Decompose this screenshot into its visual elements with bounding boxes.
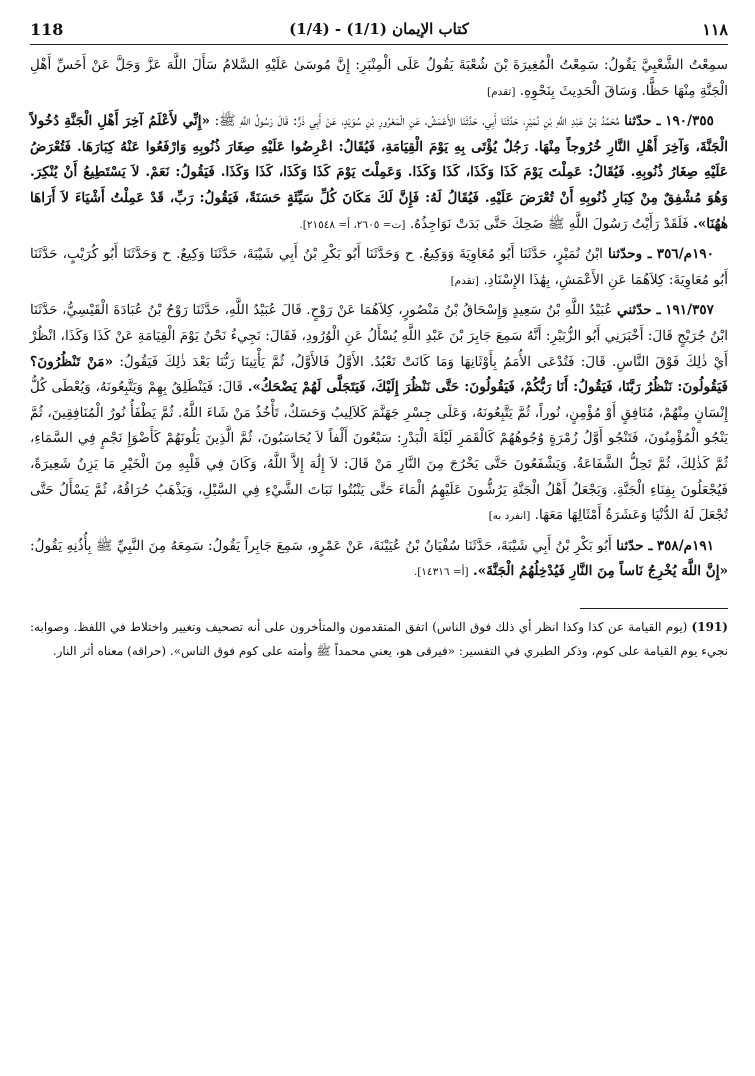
book-page [30, 18, 728, 663]
hadith-opener: ـ حدّثنا [616, 537, 653, 554]
matn: «إِنِّي لأَعْلَمُ آخِرَ أَهْلِ الْجَنَّةِ دُخُولاً الْجَنَّةَ، وَآخِرَ أَهْلِ النَّارِ خُرُوجاً مِنْهَا. رَجُلٌ يُؤْتَى بِهِ يَوْمَ الْقِيَامَةِ، فَيُقَالُ: اعْرِضُوا عَلَيْهِ صِغَارَ ذُنُوبِهِ وَارْفَعُوا عَنْهُ كِبَارَهَا. فَتُعْرَضُ عَلَيْهِ صِغَارُ ذُنُوبِهِ. فَيُقَالُ: عَمِلْتَ يَوْمَ كَذَا وَكَذَا، كَذَا وَكَذَا. وَعَمِلْتَ يَوْمَ كَذَا وَكَذَا، كَذَا وَكَذَا. فَيَقُولُ: نَعَمْ. لاَ يَسْتَطِيعُ أَنْ يُنْكِرَ. وَهُوَ مُشْفِقٌ مِنْ كِبَارِ ذُنُوبِهِ أَنْ تُعْرَضَ عَلَيْهِ. فَيُقَالُ لَهُ: فَإِنَّ لَكَ مَكَانَ كُلِّ سَيِّئَةٍ حَسَنَةً، فَيَقُولُ: رَبِّ، قَدْ عَمِلْتُ أَشْيَاءَ لاَ أَرَاهَا هٰهُنَا». [30, 113, 728, 232]
hadith-opener: ـ حدّثنا [624, 113, 661, 130]
matn: «مَنْ تَنْظُرُونَ؟ فَيَقُولُونَ: نَنْظُرُ رَبَّنَا، فَيَقُولُ: أَنَا رَبُّكُمْ، فَيَقُولُونَ: حَتَّى نَنْظُرَ إِلَيْكَ، فَيَتَجَلَّى لَهُمْ يَضْحَكُ». [30, 353, 729, 396]
hadith-number: ١٩٠/٣٥٥ [665, 113, 714, 130]
hadith-number: ١٩١م/٣٥٨ [656, 537, 715, 554]
page-number-arabic: ١١٨ [702, 20, 728, 39]
footnote-text: (يوم القيامة عن كذا وكذا انظر أي ذلك فوق الناس) اتفق المتقدمون والمتأخرون على أنه تصحيف وتغيير واختلاط في اللفظ. وصوابه: نجيء يوم القيامة على كوم، وذكر الطبري في التفسير: «فيرقى هو، يعني محمداً ﷺ وأمته على كوم فوق الناس». (حراقه) معناه أثر النار. [30, 619, 728, 658]
footnote-191 [30, 615, 728, 663]
footnotes [30, 615, 728, 663]
footnote-number: (191) [691, 619, 728, 634]
matn: «إِنَّ اللَّهَ يُخْرِجُ نَاساً مِنَ النَّارِ فَيُدْخِلُهُمُ الْجَنَّةَ». [472, 563, 728, 580]
paragraph-text: سمِعْتُ الشَّعْبِيَّ يَقُولُ: سَمِعْتُ الْمُغِيرَةَ بْنَ شُعْبَةَ يَقُولُ عَلَى الْمِنْبَرِ: إِنَّ مُوسَىٰ عَلَيْهِ السَّلامُ سَأَلَ اللَّهَ عَزَّ وَجَلَّ عَنْ أَخَسِّ أَهْلِ الْجَنَّةِ مِنْهَا حَظًّا. وَسَاقَ الْحَدِيثَ بِنَحْوِهِ. [30, 57, 728, 99]
isnad: عُبَيْدُ اللَّهِ بْنُ سَعِيدٍ وَإِسْحَاقُ بْنُ مَنْصُورٍ، كِلاَهُمَا عَنْ رَوْحٍ. قَالَ عُبَيْدُ اللَّهِ، حَدَّثَنَا رَوْحُ بْنُ عُبَادَةَ الْقَيْسِيُّ، حَدَّثَنَا ابْنُ جُرَيْجٍ قَالَ: أَخْبَرَنِي أَبُو الزُّبَيْرِ: أَنَّهُ سَمِعَ جَابِرَ بْنَ عَبْدِ اللَّهِ يُسْأَلُ عَنِ الْوُرُودِ، فَقَالَ: نَجِيءُ نَحْنُ يَوْمَ الْقِيَامَةِ عَنْ كَذَا وَكَذَا، انْظُرْ أَيْ ذٰلِكَ فَوْقَ النَّاسِ. قَالَ: فَتُدْعَى الأُمَمُ بِأَوْثَانِهَا وَمَا كَانَتْ تَعْبُدُ. الأَوَّلُ فَالأَوَّلُ، ثُمَّ يَأْتِينَا رَبُّنَا بَعْدَ ذٰلِكَ فَيَقُولُ: [30, 302, 728, 370]
running-title: (1/4) - كتاب الإيمان (1/1) [289, 20, 469, 38]
hadith-opener: ـ حدّثني [616, 302, 661, 319]
reference: [تقدم] [486, 85, 516, 98]
hadith-357 [30, 298, 728, 529]
reference: [ت= ٢٦٠٥، أ= ٢١٥٤٨]. [299, 218, 406, 231]
hadith-opener: ـ وحدّثنا [608, 246, 652, 263]
hadith-356 [30, 242, 728, 294]
main-text [30, 53, 728, 586]
hadith-358 [30, 534, 728, 586]
page-header [30, 18, 728, 45]
hadith-tail: فَلَقَدْ رَأَيْتُ رَسُولَ اللَّهِ ﷺ ضَحِكَ حَتَّى بَدَتْ نَوَاجِذُهُ. [409, 215, 689, 232]
reference: [انفرد به] [488, 510, 531, 523]
hadith-tail: قَالَ: فَيَنْطَلِقُ بِهِمْ وَيَتَّبِعُونَهُ، وَيُعْطَى كُلُّ إِنْسَانٍ مِنْهُمْ، مُنَافِقٍ أَوْ مُؤْمِنٍ، نُوراً، ثُمَّ يَتَّبِعُونَهُ، وَعَلَى جِسْرِ جَهَنَّمَ كَلاَلِيبُ وَحَسَكٌ، تَأْخُذُ مَنْ شَاءَ اللَّهُ. ثُمَّ يَطْفَأُ نُورُ الْمُنَافِقِينَ، ثُمَّ يَنْجُو الْمُؤْمِنُونَ، فَتَنْجُو أَوَّلُ زُمْرَةٍ وُجُوهُهُمْ كَالْقَمَرِ لَيْلَةَ الْبَدْرِ: سَبْعُونَ أَلْفاً لاَ يُحَاسَبُونَ، ثُمَّ الَّذِينَ يَلُونَهُمْ كَأَضْوَإِ نَجْمٍ فِي السَّمَاءِ، ثُمَّ كَذٰلِكَ، ثُمَّ تَحِلُّ الشَّفَاعَةُ. وَيَشْفَعُونَ حَتَّى يَخْرُجَ مِنَ النَّارِ مَنْ قَالَ: لاَ إِلَٰهَ إِلاَّ اللَّهُ، وَكَانَ فِي قَلْبِهِ مِنَ الْخَيْرِ مَا يَزِنُ شَعِيرَةً، فَيُجْعَلُونَ بِفِنَاءِ الْجَنَّةِ. وَيَجْعَلُ أَهْلُ الْجَنَّةِ يَرُشُّونَ عَلَيْهِمُ الْمَاءَ حَتَّى يَنْبُتُوا نَبَاتَ الشَّيْءِ فِي السَّيْلِ، وَيَذْهَبُ حُرَاقُهُ، ثُمَّ يَسْأَلُ حَتَّى تُجْعَلَ لَهُ الدُّنْيَا وَعَشَرَةُ أَمْثَالِهَا مَعَهَا. [30, 379, 729, 524]
page-number-latin: 118 [30, 20, 64, 39]
isnad: ابْنُ نُمَيْرٍ، حَدَّثَنَا أَبُو مُعَاوِيَةَ وَوَكِيعٌ. ح وَحَدَّثَنَا أَبُو بَكْرِ بْنُ أَبِي شَيْبَةَ، حَدَّثَنَا وَكِيعٌ. ح وَحَدَّثَنَا أَبُو كُرَيْبٍ، حَدَّثَنَا أَبُو مُعَاوِيَةَ: كِلاَهُمَا عَنِ الأَعْمَشِ، بِهَٰذَا الإِسْنَادِ. [30, 246, 728, 288]
footnote-separator [580, 608, 728, 609]
reference: [تقدم] [450, 274, 480, 287]
hadith-number: ١٩١/٣٥٧ [665, 302, 714, 319]
isnad: مُحَمَّدُ بْنُ عَبْدِ اللَّهِ بْنِ نُمَيْرٍ، حَدَّثَنَا أَبِي، حَدَّثَنَا الأَعْمَشُ، عَنِ الْمَعْرُورِ بْنِ سُوَيْدٍ، عَنْ أَبِي ذَرٍّ: قَالَ رَسُولُ اللَّهِ ﷺ: [214, 113, 620, 130]
hadith-355 [30, 109, 728, 238]
reference: [أ= ١٤٣١٦]. [413, 566, 469, 579]
isnad: أَبُو بَكْرِ بْنُ أَبِي شَيْبَةَ، حَدَّثَنَا سُفْيَانُ بْنُ عُيَيْنَةَ، عَنْ عَمْرٍو، سَمِعَ جَابِراً يَقُولُ: سَمِعَهُ مِنَ النَّبِيِّ ﷺ بِأُذُنِهِ يَقُولُ: [30, 537, 612, 554]
hadith-number: ١٩٠م/٣٥٦ [656, 246, 714, 263]
paragraph-continuation [30, 53, 728, 105]
